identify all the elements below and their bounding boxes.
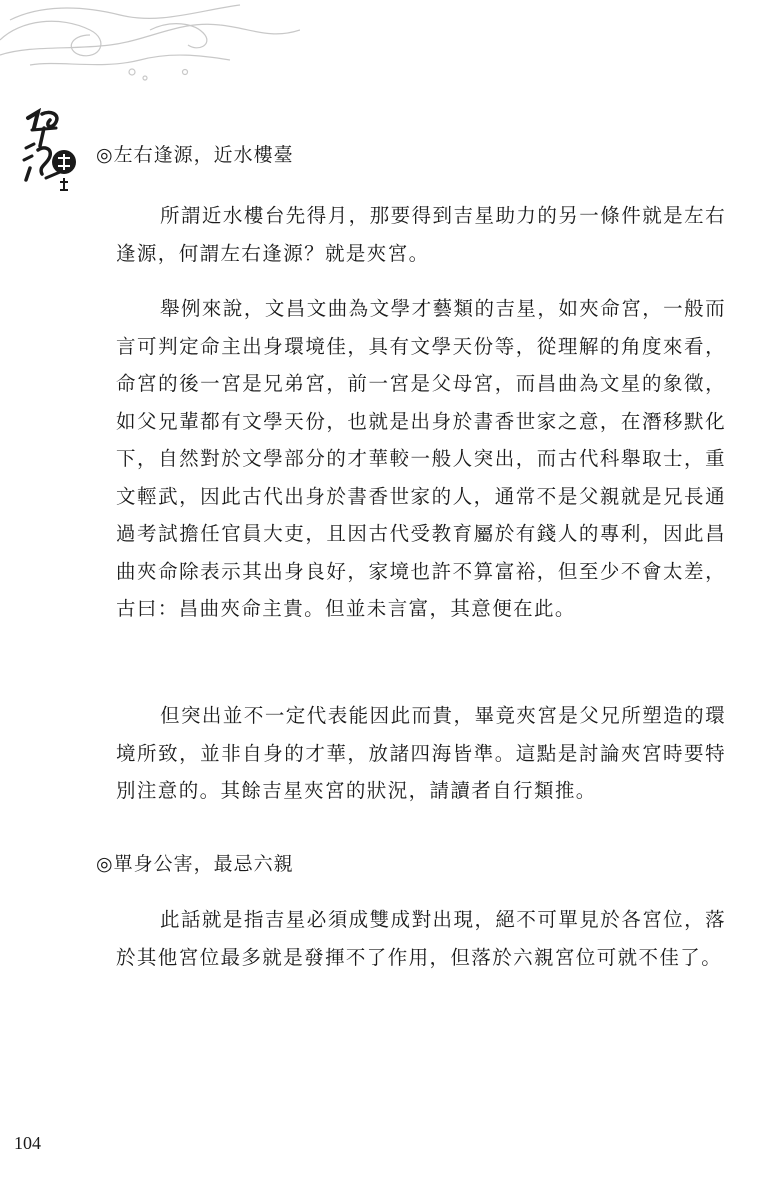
paragraph-example: 舉例來說，文昌文曲為文學才藝類的吉星，如夾命宮，一般而言可判定命主出身環境佳，具有文學天份等，從理解的角度來看，命宮的後一宮是兄弟宮，前一宮是父母宮，而昌曲為文星的象徵，如父兄輩都有文學天份，也就是出身於書香世家之意，在潛移默化下，自然對於文學部分的才華較一般人突出，而古代科舉取士，重文輕武，因此古代出身於書香世家的人，通常不是父親就是兄長通過考試擔任官員大吏，且因古代受教育屬於有錢人的專利，因此昌曲夾命除表示其出身良好，家境也許不算富裕，但至少不會太差，古曰：昌曲夾命主貴。但並未言富，其意便在此。 (116, 297, 726, 620)
section-heading-left-right: ◎左右逢源，近水樓臺 (96, 144, 294, 166)
paragraph-single-star: 此話就是指吉星必須成雙成對出現，絕不可單見於各宮位，落於其他宮位最多就是發揮不了作用，但落於六親宮位可就不佳了。 (116, 908, 726, 969)
section-heading-single: ◎單身公害，最忌六親 (96, 853, 294, 875)
paragraph-intro: 所謂近水樓台先得月，那要得到吉星助力的另一條件就是左右逢源，何謂左右逢源？就是夾宮。 (116, 204, 726, 265)
calligraphy-logo-icon (20, 108, 80, 198)
page-number: 104 (14, 1133, 41, 1153)
paragraph-caution: 但突出並不一定代表能因此而貴，畢竟夾宮是父兄所塑造的環境所致，並非自身的才華，放諸四海皆準。這點是討論夾宮時要特別注意的。其餘吉星夾宮的狀況，請讀者自行類推。 (116, 704, 726, 802)
cloud-swirl-decoration-icon (0, 0, 300, 90)
